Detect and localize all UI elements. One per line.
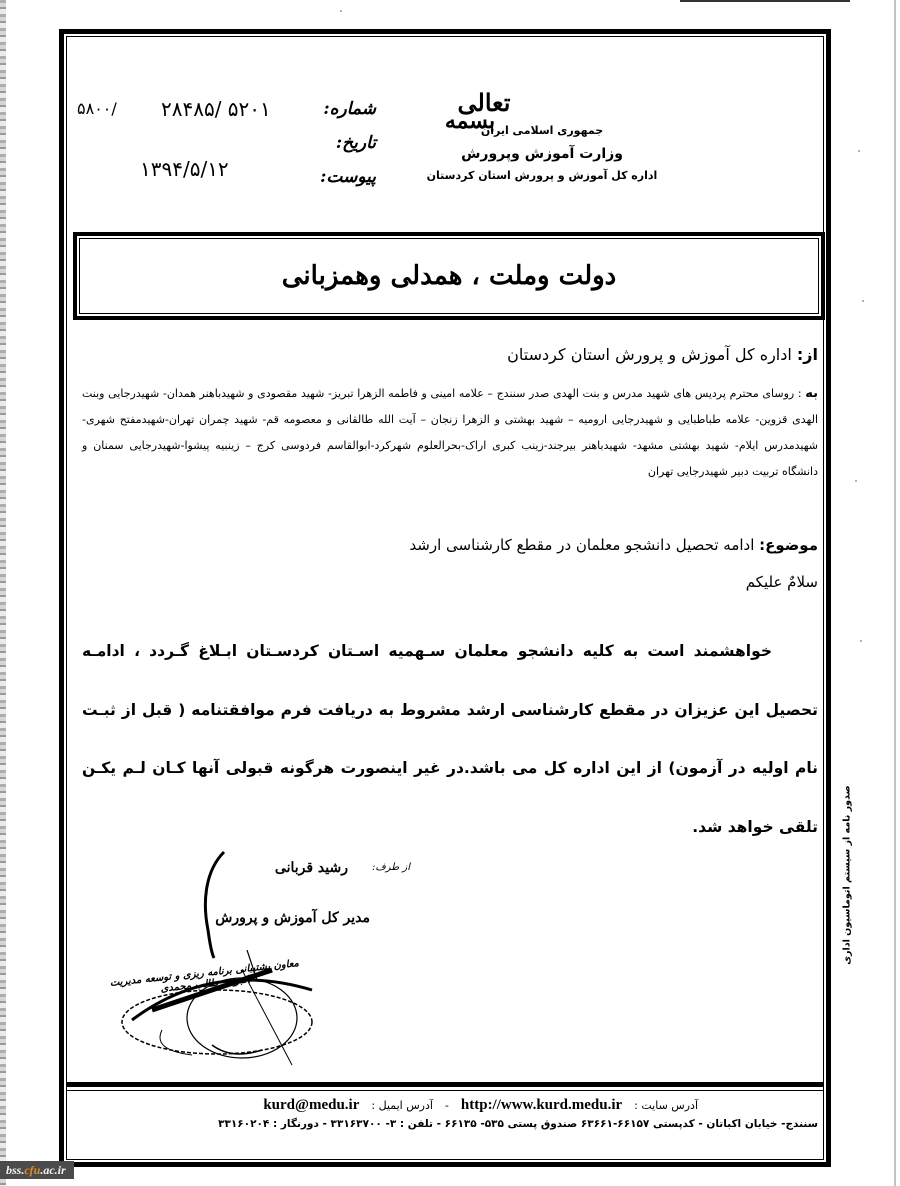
slogan-text: دولت وملت ، همدلی وهمزبانی bbox=[281, 261, 617, 291]
scan-edge-right bbox=[894, 0, 896, 1186]
slogan-box bbox=[79, 238, 819, 314]
subject-label: موضوع: bbox=[759, 536, 818, 554]
site-watermark bbox=[0, 1161, 74, 1179]
org-line-department: اداره کل آموزش و پرورش استان کردستان bbox=[426, 169, 658, 182]
subject-line bbox=[82, 532, 818, 558]
scan-speck bbox=[855, 480, 857, 482]
scan-speck bbox=[858, 150, 860, 152]
letter-meta-labels bbox=[316, 92, 376, 194]
side-note-text: صدور نامه از سیستم اتوماسیون اداری bbox=[841, 785, 853, 965]
email-link[interactable]: kurd@medu.ir bbox=[263, 1096, 360, 1113]
scan-speck bbox=[862, 300, 864, 302]
site-label: آدرس سایت : bbox=[634, 1098, 698, 1112]
letter-date: ۱۳۹۴/۵/۱۲ bbox=[140, 157, 229, 181]
letter-number-part2: ۲۸۴۸۵/ ۵۲۰۱ bbox=[161, 97, 271, 121]
footer-divider-thick bbox=[66, 1082, 824, 1087]
date-label: تاریخ: bbox=[335, 133, 376, 153]
automation-side-note bbox=[837, 775, 857, 975]
handwritten-signature-icon bbox=[198, 850, 228, 960]
email-label: آدرس ایمیل : bbox=[371, 1098, 433, 1112]
signatory-title: مدیر کل آموزش و پرورش bbox=[215, 910, 370, 926]
scan-speck bbox=[860, 640, 862, 642]
number-label: شماره: bbox=[323, 99, 376, 119]
from-label: از: bbox=[796, 345, 818, 364]
site-url-link[interactable]: http://www.kurd.medu.ir bbox=[460, 1096, 623, 1113]
org-line-ministry: وزارت آموزش وپرورش bbox=[461, 146, 623, 162]
letter-number-part1: ۵۸۰۰/ bbox=[77, 99, 117, 118]
letter-body bbox=[82, 622, 818, 856]
invocation-bottom: بسمه bbox=[444, 108, 496, 134]
subject-value: ادامه تحصیل دانشجو معلمان در مقطع کارشناسی ارشد bbox=[409, 536, 755, 554]
from-line bbox=[82, 342, 818, 368]
scan-artifact-line bbox=[680, 0, 850, 2]
footer-web-info bbox=[82, 1094, 818, 1116]
from-value: اداره کل آموزش و پرورش استان کردستان bbox=[507, 345, 792, 364]
letter-number bbox=[75, 92, 315, 126]
watermark-accent: cfu bbox=[24, 1163, 41, 1177]
footer-separator: - bbox=[444, 1098, 449, 1112]
org-line-republic: جمهوری اسلامی ایران bbox=[480, 124, 604, 137]
invocation-calligraphy bbox=[432, 88, 524, 158]
invocation-top: تعالی bbox=[457, 88, 511, 117]
scan-speck bbox=[340, 10, 342, 12]
watermark-suffix: .ac.ir bbox=[40, 1163, 66, 1177]
stamp-handwriting: معاون پشتیبانی برنامه ریزی و توسعه مدیریت اکبرپور طالب محمدی bbox=[109, 958, 300, 995]
attachment-label: پیوست: bbox=[320, 167, 376, 187]
signature-attribution-label: از طرف: bbox=[372, 862, 410, 873]
recipients-block bbox=[82, 381, 818, 485]
scan-edge-left bbox=[0, 0, 6, 1186]
greeting: سلامٌ علیکم bbox=[745, 573, 818, 591]
to-label: به bbox=[805, 386, 818, 401]
footer-divider-thin bbox=[66, 1090, 824, 1091]
to-value: : روسای محترم پردیس های شهید مدرس و بنت الهدی صدر سنندج – علامه امینی و فاطمه الزهرا تبریز- شهید مقصودی و شهیدباهنر همدان- شهیدرجایی وبنت الهدی قزوین- علامه طباطبایی و شهیدرجایی ارومیه – شهید بهشتی و الزهرا زنجان – آیت الله طالقانی و معصومه قم- شهید چمران تهران-شهیدمفتح شهری-شهیدمدرس ایلام- شهید بهشتی مشهد- شهیدباهنر بیرجند-زینب کبری اراک-بحرالعلوم شهرکرد-ابوالقاسم فردوسی کرج – زینبیه پیشوا-شهیدرجایی سمنان و دانشگاه تربیت دبیر شهیدرجایی تهران bbox=[82, 387, 818, 478]
footer-address: سنندج- خیابان اکباتان - کدپستی ۶۶۱۵۷-۶۳۶۶۱ صندوق پستی ۵۳۵- ۶۶۱۳۵ - تلفن : ۳- ۳۳۱۶۳۷۰۰ - دورنگار : ۳۳۱۶۰۲۰۴ bbox=[218, 1118, 818, 1130]
letter-body-text: خواهشمند است به کلیه دانشجو معلمان سـهمیه اسـتان کردسـتان ابـلاغ گـردد ، ادامـه تحصیل این عزیزان در مقطع کارشناسی ارشد مشروط به دریافت فرم موافقتنامه ( قبل از ثبـت نام اولیه در آزمون) از این اداره کل می باشد.در غیر اینصورت هرگونه قبولی آنها کـان لـم یکـن تلقی خواهد شد. bbox=[82, 642, 818, 836]
signatory-name: رشید قربانی bbox=[274, 860, 348, 876]
watermark-prefix: bss. bbox=[6, 1163, 25, 1177]
